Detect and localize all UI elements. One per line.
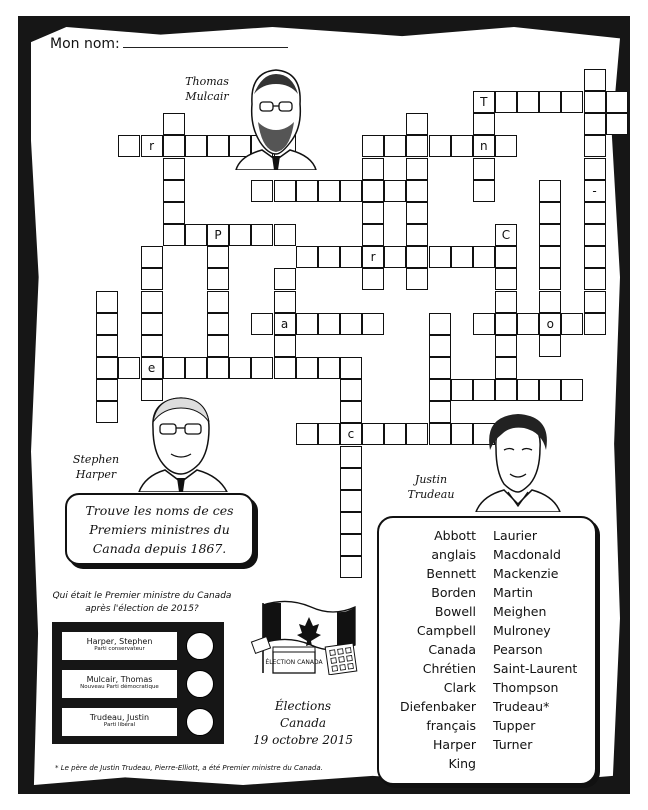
crossword-cell[interactable] [274,357,296,379]
crossword-cell[interactable] [207,335,229,357]
crossword-cell[interactable] [96,357,118,379]
crossword-cell[interactable] [185,357,207,379]
crossword-cell[interactable] [429,357,451,379]
crossword-cell[interactable] [118,135,140,157]
crossword-cell[interactable] [96,291,118,313]
crossword-cell[interactable] [584,135,606,157]
crossword-cell[interactable] [296,313,318,335]
word-list-left-column [400,526,476,773]
crossword-cell[interactable] [96,379,118,401]
crossword-cell[interactable] [163,158,185,180]
crossword-cell[interactable] [584,202,606,224]
crossword-cell[interactable] [362,158,384,180]
word-list-item: Turner [493,737,533,752]
crossword-cell[interactable] [384,423,406,445]
crossword-cell[interactable] [429,246,451,268]
option-mulcair: Mulcair, Thomas Nouveau Parti démocratique [62,670,177,698]
crossword-cell[interactable] [451,379,473,401]
word-list-right-column [493,526,577,754]
crossword-cell[interactable] [340,357,362,379]
crossword-cell[interactable] [141,268,163,290]
crossword-cell[interactable] [318,246,340,268]
crossword-cell[interactable] [207,135,229,157]
word-list-item: Thompson [493,680,559,695]
crossword-cell[interactable] [384,180,406,202]
crossword-hint-cell[interactable]: C [495,224,517,246]
crossword-cell[interactable] [229,357,251,379]
crossword-cell[interactable] [296,180,318,202]
word-list-item: Pearson [493,642,543,657]
crossword-hint-cell[interactable]: o [539,313,561,335]
crossword-cell[interactable] [473,246,495,268]
crossword-cell[interactable] [429,135,451,157]
caption-mulcair: Thomas Mulcair [185,75,229,103]
crossword-cell[interactable] [539,91,561,113]
name-line[interactable] [123,35,288,48]
instructions-text: Trouve les noms de ces Premiers ministres du Canada depuis 1867. [85,502,234,556]
crossword-cell[interactable] [274,224,296,246]
crossword-cell[interactable] [362,224,384,246]
ballot-box-flag-illustration [243,595,363,675]
crossword-cell[interactable] [495,335,517,357]
crossword-cell[interactable] [340,490,362,512]
caption-harper: Stephen Harper [72,453,120,481]
crossword-cell[interactable] [163,224,185,246]
crossword-cell[interactable] [141,246,163,268]
word-list-item: Mackenzie [493,566,559,581]
crossword-cell[interactable] [362,423,384,445]
crossword-cell[interactable] [473,113,495,135]
crossword-cell[interactable] [584,246,606,268]
crossword-cell[interactable] [561,91,583,113]
option-trudeau: Trudeau, Justin Parti libéral [62,708,177,736]
crossword-cell[interactable] [539,335,561,357]
name-field[interactable] [50,35,288,52]
crossword-hint-cell[interactable]: r [141,135,163,157]
answer-circle-harper[interactable] [186,632,214,660]
crossword-cell[interactable] [274,268,296,290]
crossword-cell[interactable] [163,180,185,202]
crossword-cell[interactable] [406,423,428,445]
crossword-cell[interactable] [340,446,362,468]
crossword-cell[interactable] [539,246,561,268]
crossword-cell[interactable] [362,180,384,202]
answer-circle-trudeau[interactable] [186,708,214,736]
word-list-item: Macdonald [493,547,561,562]
crossword-hint-cell[interactable]: a [274,313,296,335]
caption-trudeau: Justin Trudeau [407,473,455,501]
crossword-cell[interactable] [296,357,318,379]
answer-panel [52,622,224,744]
word-list-item: anglais [431,547,476,562]
instructions-box [65,493,254,565]
crossword-cell[interactable] [251,224,273,246]
crossword-cell[interactable] [274,335,296,357]
crossword-hint-cell[interactable]: P [207,224,229,246]
crossword-cell[interactable] [340,556,362,578]
crossword-cell[interactable] [584,91,606,113]
crossword-cell[interactable] [539,268,561,290]
footnote: * Le père de Justin Trudeau, Pierre-Elliott, a été Premier ministre du Canada. [55,764,323,772]
crossword-cell[interactable] [429,401,451,423]
crossword-cell[interactable] [584,113,606,135]
ballot-box-sign: ÉLECTION CANADA [265,659,323,666]
crossword-cell[interactable] [340,468,362,490]
crossword-cell[interactable] [318,313,340,335]
crossword-cell[interactable] [473,180,495,202]
crossword-cell[interactable] [517,379,539,401]
word-list-item: Canada [428,642,476,657]
crossword-cell[interactable] [539,379,561,401]
crossword-cell[interactable] [362,135,384,157]
crossword-cell[interactable] [251,180,273,202]
word-list-item: Harper [433,737,476,752]
crossword-cell[interactable] [340,313,362,335]
word-list-item: Tupper [493,718,536,733]
answer-circle-mulcair[interactable] [186,670,214,698]
crossword-cell[interactable] [163,202,185,224]
word-list-item: Laurier [493,528,537,543]
crossword-hint-cell[interactable]: n [473,135,495,157]
name-label: Mon nom: [50,36,120,52]
word-list-item: Diefenbaker [399,699,476,714]
word-list-item: Bowell [434,604,476,619]
crossword-cell[interactable] [207,268,229,290]
crossword-cell[interactable] [296,423,318,445]
crossword-cell[interactable] [584,291,606,313]
election-question: Qui était le Premier ministre du Canada après l'élection de 2015? [52,591,232,614]
crossword-cell[interactable] [429,335,451,357]
crossword-cell[interactable] [539,224,561,246]
crossword-cell[interactable] [207,357,229,379]
crossword-cell[interactable] [118,357,140,379]
crossword-cell[interactable] [495,357,517,379]
mulcair-portrait [232,64,320,170]
crossword-cell[interactable] [362,202,384,224]
crossword-cell[interactable] [207,246,229,268]
crossword-cell[interactable] [340,246,362,268]
crossword-cell[interactable] [340,379,362,401]
word-list-item: français [426,718,476,733]
crossword-cell[interactable] [207,291,229,313]
crossword-cell[interactable] [207,313,229,335]
crossword-cell[interactable] [251,357,273,379]
crossword-cell[interactable] [384,135,406,157]
crossword-cell[interactable] [495,291,517,313]
crossword-cell[interactable] [606,113,628,135]
crossword-cell[interactable] [163,357,185,379]
crossword-cell[interactable] [584,158,606,180]
elections-caption: Élections Canada 19 octobre 2015 [253,699,353,747]
crossword-cell[interactable] [517,91,539,113]
crossword-cell[interactable] [539,291,561,313]
crossword-cell[interactable] [584,224,606,246]
trudeau-portrait [470,410,568,512]
crossword-cell[interactable] [451,246,473,268]
word-list-box [377,516,597,785]
crossword-cell[interactable] [473,313,495,335]
crossword-cell[interactable] [429,313,451,335]
crossword-cell[interactable] [406,180,428,202]
crossword-cell[interactable] [539,202,561,224]
word-list-item: Clark [443,680,476,695]
crossword-cell[interactable] [495,246,517,268]
crossword-cell[interactable] [539,180,561,202]
word-list-item: Chrétien [422,661,476,676]
harper-portrait [135,392,233,492]
crossword-cell[interactable] [340,401,362,423]
word-list-item: Trudeau* [493,699,550,714]
crossword-cell[interactable] [384,246,406,268]
crossword-cell[interactable] [251,313,273,335]
crossword-cell[interactable] [141,291,163,313]
crossword-cell[interactable] [406,158,428,180]
crossword-cell[interactable] [185,135,207,157]
crossword-hint-cell[interactable]: - [584,180,606,202]
crossword-cell[interactable] [473,158,495,180]
crossword-cell[interactable] [406,268,428,290]
crossword-cell[interactable] [495,313,517,335]
crossword-cell[interactable] [606,91,628,113]
crossword-cell[interactable] [340,534,362,556]
word-list-item: Bennett [426,566,476,581]
crossword-cell[interactable] [584,313,606,335]
crossword-cell[interactable] [185,224,207,246]
crossword-cell[interactable] [274,180,296,202]
crossword-cell[interactable] [340,512,362,534]
crossword-cell[interactable] [406,224,428,246]
option-harper: Harper, Stephen Parti conservateur [62,632,177,660]
crossword-cell[interactable] [163,135,185,157]
word-list-item: Saint-Laurent [493,661,578,676]
crossword-cell[interactable] [274,291,296,313]
word-list-item: Campbell [416,623,476,638]
crossword-cell[interactable] [451,135,473,157]
crossword-cell[interactable] [406,246,428,268]
crossword-hint-cell[interactable]: c [340,423,362,445]
crossword-cell[interactable] [318,180,340,202]
crossword-cell[interactable] [584,268,606,290]
crossword-cell[interactable] [429,423,451,445]
crossword-cell[interactable] [96,401,118,423]
word-list-item: Abbott [434,528,476,543]
crossword-cell[interactable] [318,423,340,445]
crossword-cell[interactable] [406,202,428,224]
crossword-cell[interactable] [429,379,451,401]
crossword-hint-cell[interactable]: e [141,357,163,379]
crossword-cell[interactable] [340,180,362,202]
crossword-cell[interactable] [473,379,495,401]
crossword-cell[interactable] [96,335,118,357]
crossword-cell[interactable] [362,313,384,335]
word-list-item: Mulroney [493,623,551,638]
crossword-hint-cell[interactable]: T [473,91,495,113]
word-list-item: King [448,756,476,771]
crossword-cell[interactable] [141,313,163,335]
crossword-cell[interactable] [495,268,517,290]
crossword-cell[interactable] [584,69,606,91]
crossword-cell[interactable] [296,246,318,268]
crossword-cell[interactable] [96,313,118,335]
crossword-cell[interactable] [141,335,163,357]
word-list-item: Meighen [493,604,547,619]
crossword-cell[interactable] [406,135,428,157]
crossword-cell[interactable] [229,224,251,246]
crossword-cell[interactable] [561,313,583,335]
crossword-cell[interactable] [362,268,384,290]
crossword-cell[interactable] [163,113,185,135]
crossword-cell[interactable] [495,379,517,401]
crossword-hint-cell[interactable]: r [362,246,384,268]
crossword-cell[interactable] [318,357,340,379]
crossword-cell[interactable] [406,113,428,135]
crossword-cell[interactable] [561,379,583,401]
word-list-item: Borden [431,585,476,600]
crossword-cell[interactable] [517,313,539,335]
word-list-item: Martin [493,585,533,600]
crossword-cell[interactable] [495,135,517,157]
crossword-cell[interactable] [495,91,517,113]
